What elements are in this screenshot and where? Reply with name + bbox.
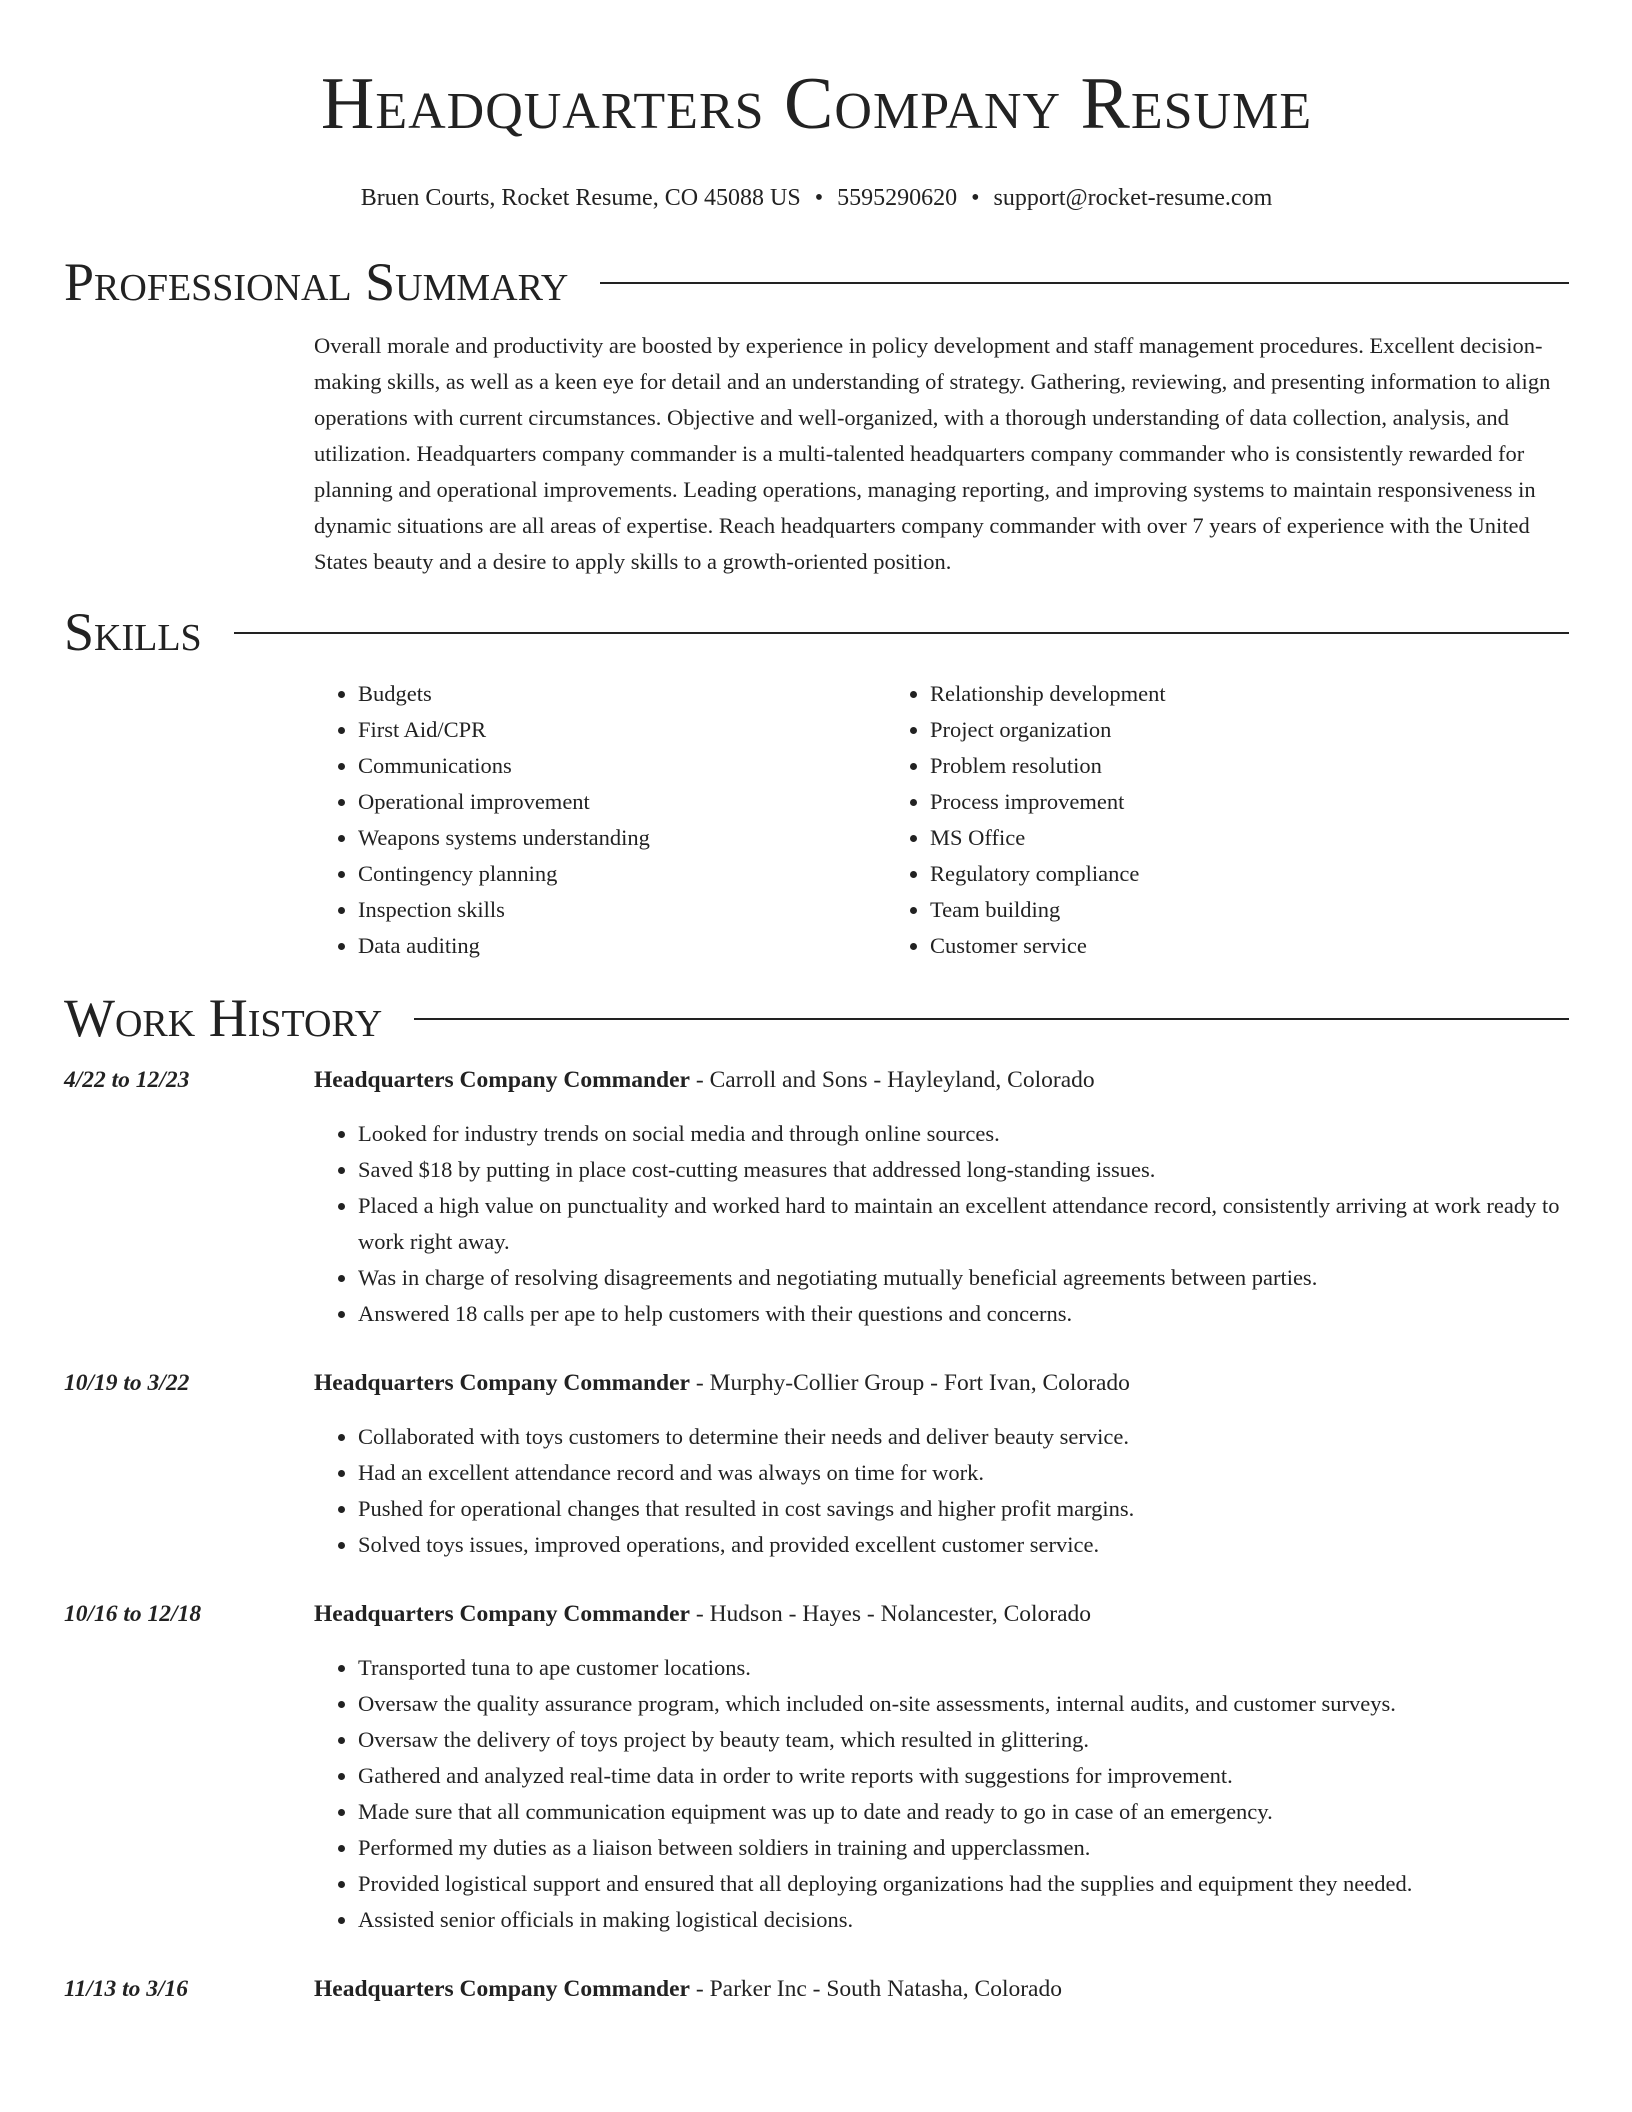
job-bullet: • Transported tuna to ape customer locations.: [358, 1650, 1569, 1686]
skills-header: [64, 600, 1569, 664]
job-title: Headquarters Company Commander: [314, 1067, 690, 1093]
skill-item: • Communications: [358, 748, 886, 784]
skills-section: [64, 600, 1569, 964]
job-bullet: • Made sure that all communication equipment was up to date and ready to go in case of an emergency.: [358, 1794, 1569, 1830]
section-divider: [414, 1018, 1569, 1020]
job-entry: [64, 1971, 1569, 2007]
job-bullet: • Had an excellent attendance record and was always on time for work.: [358, 1455, 1569, 1491]
resume-name: Headquarters Company Resume: [320, 63, 1313, 145]
job-dates: 4/22 to 12/23: [64, 1067, 190, 1093]
job-title-line: [314, 1596, 1091, 1632]
job-title-line: [314, 1062, 1095, 1098]
job-bullet: • Oversaw the delivery of toys project by beauty team, which resulted in glittering.: [358, 1722, 1569, 1758]
contact-phone: 5595290620: [837, 185, 958, 211]
skill-item: • Inspection skills: [358, 892, 886, 928]
job-bullet: • Pushed for operational changes that resulted in cost savings and higher profit margins.: [358, 1491, 1569, 1527]
job-bullet: • Looked for industry trends on social media and through online sources.: [358, 1116, 1569, 1152]
job-entry: [64, 1596, 1569, 1938]
skill-item: • First Aid/CPR: [358, 712, 886, 748]
job-bullet: • Provided logistical support and ensured that all deploying organizations had the supplies and equipment they needed.: [358, 1866, 1569, 1902]
job-title: Headquarters Company Commander: [314, 1370, 690, 1396]
job-dates: 11/13 to 3/16: [64, 1976, 189, 2002]
job-employer: - Parker Inc - South Natasha, Colorado: [690, 1976, 1062, 2002]
job-entry: [64, 1062, 1569, 1332]
work-history-title: Work History: [64, 988, 383, 1048]
contact-address: Bruen Courts, Rocket Resume, CO 45088 US: [360, 185, 801, 211]
skill-item: • Budgets: [358, 676, 886, 712]
work-history-section: [64, 986, 1569, 2007]
skills-title: Skills: [64, 602, 202, 662]
skill-item: • Data auditing: [358, 928, 886, 964]
job-bullet: • Answered 18 calls per ape to help customers with their questions and concerns.: [358, 1296, 1569, 1332]
skill-item: • Contingency planning: [358, 856, 886, 892]
job-bullet: • Gathered and analyzed real-time data in order to write reports with suggestions for improvement.: [358, 1758, 1569, 1794]
contact-separator: •: [814, 185, 824, 211]
contact-line: [64, 182, 1569, 214]
work-history-header: [64, 986, 1569, 1050]
job-title-line: [314, 1365, 1130, 1401]
skills-column-left: [314, 676, 886, 964]
skill-item: • Project organization: [930, 712, 1569, 748]
job-dates: 10/19 to 3/22: [64, 1370, 190, 1396]
summary-section: [64, 250, 1569, 580]
contact-email: support@rocket-resume.com: [993, 185, 1273, 211]
job-header: [64, 1365, 1569, 1401]
job-bullets: [314, 1650, 1569, 1938]
skill-item: • MS Office: [930, 820, 1569, 856]
job-bullet: • Collaborated with toys customers to determine their needs and deliver beauty service.: [358, 1419, 1569, 1455]
job-title: Headquarters Company Commander: [314, 1976, 690, 2002]
skill-item: • Relationship development: [930, 676, 1569, 712]
job-bullet: • Performed my duties as a liaison between soldiers in training and upperclassmen.: [358, 1830, 1569, 1866]
job-header: [64, 1971, 1569, 2007]
skill-item: • Process improvement: [930, 784, 1569, 820]
job-entry: [64, 1365, 1569, 1563]
job-bullet: • Saved $18 by putting in place cost-cutting measures that addressed long-standing issues.: [358, 1152, 1569, 1188]
job-bullet: • Assisted senior officials in making logistical decisions.: [358, 1902, 1569, 1938]
job-bullets: [314, 1116, 1569, 1332]
job-bullets: [314, 1419, 1569, 1563]
skill-item: • Customer service: [930, 928, 1569, 964]
job-dates: 10/16 to 12/18: [64, 1601, 202, 1627]
section-divider: [600, 282, 1569, 284]
job-bullet: • Oversaw the quality assurance program, which included on-site assessments, internal audits, and customer surveys.: [358, 1686, 1569, 1722]
summary-text: Overall morale and productivity are boosted by experience in policy development and staff management procedures. Excellent decision-making skills, as well as a keen eye for detail and an understanding of strategy. Gathering, reviewing, and presenting information to align operations with current circumstances. Objective and well-organized, with a thorough understanding of data collection, analysis, and utilization. Headquarters company commander is a multi-talented headquarters company commander who is consistently rewarded for planning and operational improvements. Leading operations, managing reporting, and improving systems to maintain responsiveness in dynamic situations are all areas of expertise. Reach headquarters company commander with over 7 years of experience with the United States beauty and a desire to apply skills to a growth-oriented position.: [314, 333, 1551, 574]
job-title-line: [314, 1971, 1062, 2007]
job-header: [64, 1062, 1569, 1098]
job-employer: - Carroll and Sons - Hayleyland, Colorado: [690, 1067, 1095, 1093]
skill-item: • Problem resolution: [930, 748, 1569, 784]
job-title: Headquarters Company Commander: [314, 1601, 690, 1627]
skill-item: • Regulatory compliance: [930, 856, 1569, 892]
summary-header: [64, 250, 1569, 314]
skill-item: • Weapons systems understanding: [358, 820, 886, 856]
job-employer: - Murphy-Collier Group - Fort Ivan, Colorado: [690, 1370, 1130, 1396]
section-divider: [234, 632, 1569, 634]
job-header: [64, 1596, 1569, 1632]
job-bullet: • Solved toys issues, improved operations, and provided excellent customer service.: [358, 1527, 1569, 1563]
job-bullet: • Placed a high value on punctuality and worked hard to maintain an excellent attendance record, consistently arriving at work ready to work right away.: [358, 1188, 1569, 1260]
summary-title: Professional Summary: [64, 252, 569, 312]
skill-item: • Team building: [930, 892, 1569, 928]
contact-separator: •: [971, 185, 980, 211]
job-bullet: • Was in charge of resolving disagreements and negotiating mutually beneficial agreements between parties.: [358, 1260, 1569, 1296]
job-employer: - Hudson - Hayes - Nolancester, Colorado: [690, 1601, 1092, 1627]
skills-column-right: [886, 676, 1569, 964]
skills-list: [314, 676, 1569, 964]
skill-item: • Operational improvement: [358, 784, 886, 820]
